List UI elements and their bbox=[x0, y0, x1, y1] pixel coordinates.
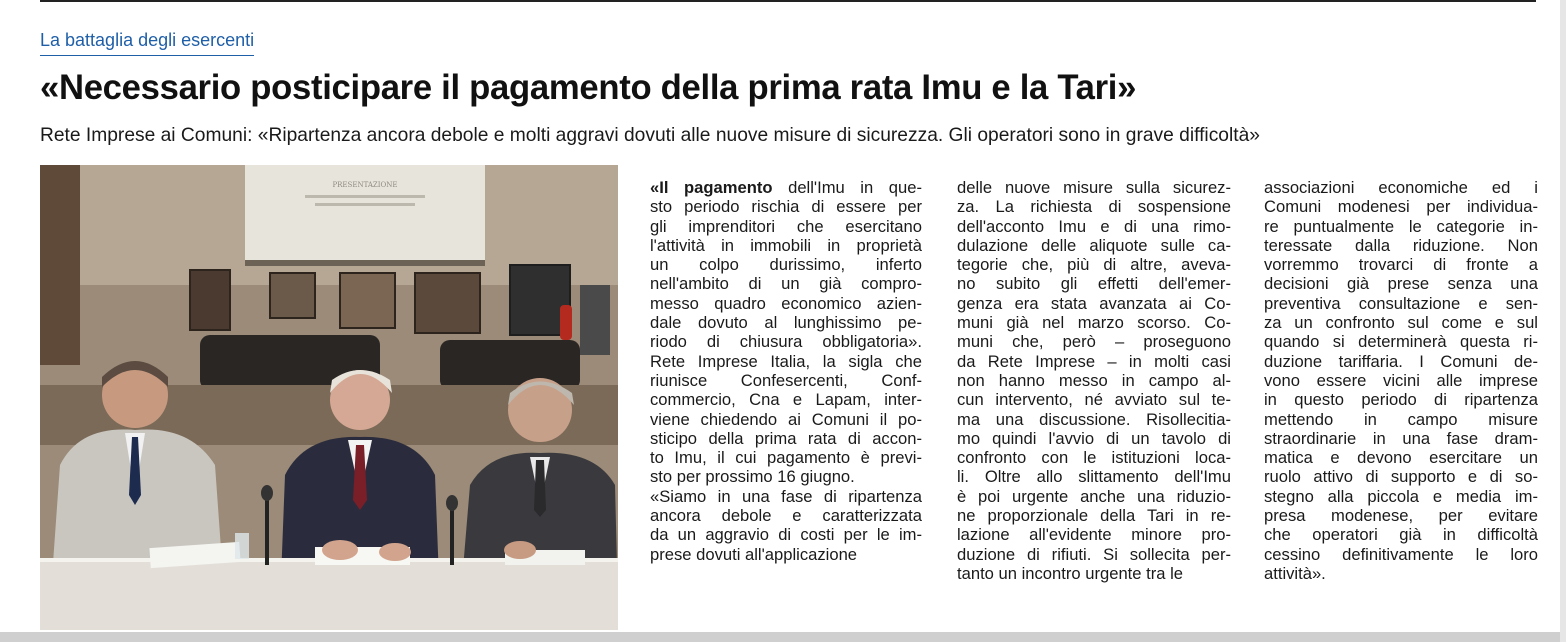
article-column-1 bbox=[650, 178, 922, 564]
column-line: commercio, Cna e Lapam, inter- bbox=[650, 390, 922, 410]
screen-text: PRESENTAZIONE bbox=[332, 181, 398, 189]
column-line: non hanno messo in campo al- bbox=[957, 370, 1231, 390]
column-line: riunisce Confesercenti, Conf- bbox=[650, 370, 922, 390]
column-line: vono essere vicini alle imprese bbox=[1264, 370, 1538, 390]
article-subheadline: Rete Imprese ai Comuni: «Ripartenza ancora debole e molti aggravi dovuti alle nuove misure di sicurezza. Gli operatori sono in grave difficoltà» bbox=[40, 124, 1260, 146]
column-line: duzione di rifiuti. Si sollecita per- bbox=[957, 544, 1231, 564]
column-line: ne proporzionale della Tari in re- bbox=[957, 506, 1231, 526]
section-kicker: La battaglia degli esercenti bbox=[40, 30, 254, 56]
column-line: ancora debole e caratterizzata bbox=[650, 506, 922, 526]
column-line: viene chiedendo ai Comuni il po- bbox=[650, 409, 922, 429]
column-line: associazioni economiche ed i bbox=[1264, 178, 1538, 197]
column-line: «Siamo in una fase di ripartenza bbox=[650, 486, 922, 506]
column-line: decisioni già prese senza una bbox=[1264, 274, 1538, 294]
column-line: matica e devono esercitare un bbox=[1264, 448, 1538, 468]
column-line: gli imprenditori che esercitano bbox=[650, 216, 922, 236]
column-line: un colpo durissimo, inferto bbox=[650, 255, 922, 275]
column-line: lazione all'evidente minore pro- bbox=[957, 525, 1231, 545]
column-line: straordinarie in una fase dram- bbox=[1264, 428, 1538, 448]
column-line: ma una discussione. Risollecitia- bbox=[957, 409, 1231, 429]
column-line: delle nuove misure sulla sicurez- bbox=[957, 178, 1231, 197]
press-conference-illustration bbox=[40, 165, 618, 630]
column-line: Rete Imprese Italia, la sigla che bbox=[650, 351, 922, 371]
column-line: da Rete Imprese – in molti casi bbox=[957, 351, 1231, 371]
column-line: genza era stata avanzata ai Co- bbox=[957, 293, 1231, 313]
column-line: teressate dalla riduzione. Non bbox=[1264, 235, 1538, 255]
column-line: mettendo in campo misure bbox=[1264, 409, 1538, 429]
column-line: re puntualmente le categorie in- bbox=[1264, 216, 1538, 236]
column-line: to Imu, il cui pagamento è previ- bbox=[650, 448, 922, 468]
column-line: prese dovuti all'applicazione bbox=[650, 544, 858, 564]
column-line: dell'acconto Imu e di una rimo- bbox=[957, 216, 1231, 236]
column-line: confronto con le istituzioni loca- bbox=[957, 448, 1231, 468]
column-line: ruolo attivo di supporto e di so- bbox=[1264, 467, 1538, 487]
column-line: nell'ambito di un già compro- bbox=[650, 274, 922, 294]
column-line: presa modenese, per evitare bbox=[1264, 506, 1538, 526]
projection-screen bbox=[245, 165, 485, 260]
column-line: Comuni modenesi per individua- bbox=[1264, 197, 1538, 217]
column-line: muni già nel marzo scorso. Co- bbox=[957, 313, 1231, 333]
column-line: riodo di chiusura obbligatoria». bbox=[650, 332, 922, 352]
column-line: sto per prossimo 16 giugno. bbox=[650, 467, 855, 487]
article-photo bbox=[40, 165, 618, 630]
article-column-2 bbox=[957, 178, 1231, 583]
column-line: che operatori già in difficoltà bbox=[1264, 525, 1538, 545]
column-line: cessino definitivamente le loro bbox=[1264, 544, 1538, 564]
column-line bbox=[650, 178, 922, 197]
column-line: muni che, però – proseguono bbox=[957, 332, 1231, 352]
column-line: tegorie che, più di altre, aveva- bbox=[957, 255, 1231, 275]
bottom-bar bbox=[0, 632, 1566, 642]
lead-rest: dell'Imu in que- bbox=[772, 178, 922, 197]
column-line: za un confronto sul come e sul bbox=[1264, 313, 1538, 333]
article-headline: «Necessario posticipare il pagamento della prima rata Imu e la Tari» bbox=[40, 68, 1137, 107]
top-rule bbox=[40, 0, 1536, 2]
column-line: duzione tariffaria. I Comuni de- bbox=[1264, 351, 1538, 371]
column-line: dulazione delle aliquote sulle ca- bbox=[957, 235, 1231, 255]
column-line: messo quadro economico azien- bbox=[650, 293, 922, 313]
column-line: li. Oltre allo slittamento dell'Imu bbox=[957, 467, 1231, 487]
column-line: in questo periodo di ripartenza bbox=[1264, 390, 1538, 410]
column-line: preventiva consultazione e sen- bbox=[1264, 293, 1538, 313]
lead-bold: «Il pagamento bbox=[650, 178, 773, 197]
column-line: da un aggravio di costi per le im- bbox=[650, 525, 922, 545]
column-line: sticipo della prima rata di accon- bbox=[650, 428, 922, 448]
column-line: mo quindi l'avvio di un tavolo di bbox=[957, 428, 1231, 448]
column-line: tanto un incontro urgente tra le bbox=[957, 563, 1184, 583]
right-edge-strip bbox=[1560, 0, 1566, 642]
column-line: dale dovuto al lunghissimo pe- bbox=[650, 313, 922, 333]
column-line: stegno alla piccola e media im- bbox=[1264, 486, 1538, 506]
column-line: sto periodo rischia di essere per bbox=[650, 197, 922, 217]
column-line: za. La richiesta di sospensione bbox=[957, 197, 1231, 217]
column-line: no subito gli effetti dell'emer- bbox=[957, 274, 1231, 294]
column-line: l'attività in immobili in proprietà bbox=[650, 235, 922, 255]
column-line: cun intervento, né avviato sul te- bbox=[957, 390, 1231, 410]
column-line: vorremmo trovarci di fronte a bbox=[1264, 255, 1538, 275]
article-column-3 bbox=[1264, 178, 1538, 583]
column-line: quando si determinerà questa ri- bbox=[1264, 332, 1538, 352]
column-line: è poi urgente anche una riduzio- bbox=[957, 486, 1231, 506]
column-line: attività». bbox=[1264, 563, 1326, 583]
conference-table bbox=[40, 560, 618, 630]
